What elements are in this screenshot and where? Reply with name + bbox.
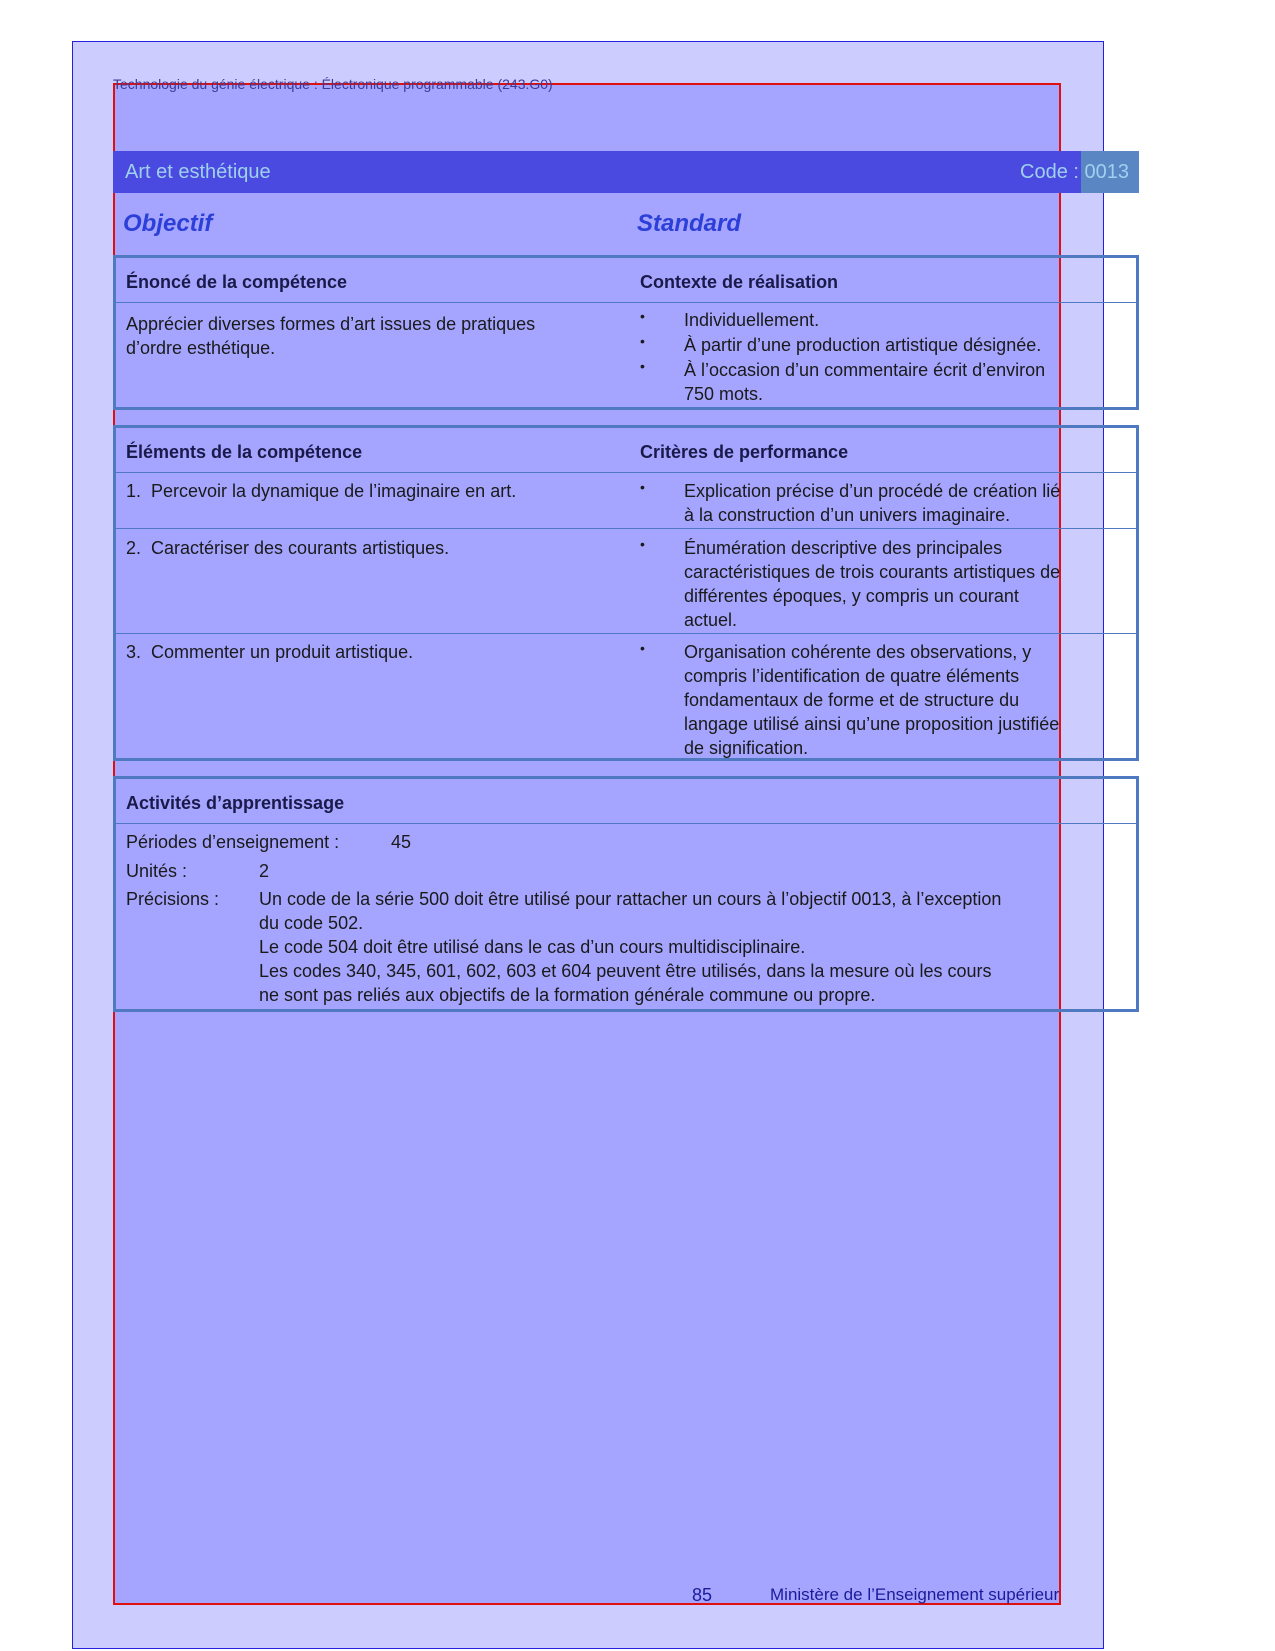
list-item-line: À l’occasion d’un commentaire écrit d’environ — [684, 360, 1046, 380]
precisions-line: Le code 504 doit être utilisé dans le cas d’un cours multidisciplinaire. — [259, 937, 806, 957]
precisions-text — [259, 887, 1001, 1007]
elements-header: Éléments de la compétence — [126, 442, 363, 462]
critere-text — [684, 536, 1060, 632]
row-divider — [116, 633, 1136, 634]
critere-line: Explication précise d’un procédé de création lié — [684, 481, 1061, 501]
precisions-line: Les codes 340, 345, 601, 602, 603 et 604 peuvent être utilisés, dans la mesure où les cours — [259, 961, 992, 981]
course-title: Art et esthétique — [125, 161, 271, 183]
bullet-icon: • — [640, 308, 645, 324]
course-banner — [113, 151, 1139, 193]
bullet-icon: • — [640, 479, 645, 495]
activites-header: Activités d’apprentissage — [126, 793, 345, 813]
elements-box — [113, 425, 1139, 761]
list-item-text: À partir d’une production artistique désignée. — [684, 335, 1042, 355]
element-item: 2. Caractériser des courants artistiques. — [126, 538, 450, 558]
bullet-icon: • — [640, 536, 645, 552]
activites-box — [113, 776, 1139, 1012]
row-divider — [116, 528, 1136, 529]
periodes-label: Périodes d’enseignement : — [126, 832, 340, 852]
section-headings — [113, 210, 1139, 240]
precisions-label: Précisions : — [126, 889, 220, 909]
header-divider — [116, 472, 1136, 473]
standard-heading: Standard — [637, 210, 742, 237]
precisions-line: du code 502. — [259, 913, 364, 933]
precisions-line: ne sont pas reliés aux objectifs de la formation générale commune ou propre. — [259, 985, 876, 1005]
list-item-text — [684, 358, 1124, 406]
enonce-line: Apprécier diverses formes d’art issues de pratiques — [126, 314, 536, 334]
bullet-icon: • — [640, 333, 645, 349]
objectif-heading: Objectif — [123, 210, 213, 237]
critere-line: langage utilisé ainsi qu’une proposition justifiée — [684, 714, 1060, 734]
bullet-icon: • — [640, 358, 645, 374]
critere-line: différentes époques, y compris un courant — [684, 586, 1019, 606]
bullet-icon: • — [640, 640, 645, 656]
critere-line: actuel. — [684, 610, 738, 630]
list-item-text: Individuellement. — [684, 310, 820, 330]
critere-line: fondamentaux de forme et de structure du — [684, 690, 1020, 710]
enonce-line: d’ordre esthétique. — [126, 338, 276, 358]
critere-line: Énumération descriptive des principales — [684, 538, 1003, 558]
footer-ministry: Ministère de l’Enseignement supérieur — [770, 1585, 1060, 1604]
enonce-text — [126, 312, 535, 360]
critere-line: à la construction d’un univers imaginaire. — [684, 505, 1011, 525]
criteres-header: Critères de performance — [640, 442, 849, 462]
enonce-header: Énoncé de la compétence — [126, 272, 348, 292]
element-item: 1. Percevoir la dynamique de l’imaginaire en art. — [126, 481, 517, 501]
course-code: Code : 0013 — [1020, 161, 1129, 183]
list-item-line: 750 mots. — [684, 384, 764, 404]
unites-label: Unités : — [126, 861, 188, 881]
competence-box — [113, 255, 1139, 410]
critere-text — [684, 640, 1059, 760]
periodes-value: 45 — [391, 832, 412, 852]
running-header: Technologie du génie électrique : Électronique programmable (243.G0) — [113, 76, 553, 92]
critere-line: caractéristiques de trois courants artistiques de — [684, 562, 1061, 582]
critere-text — [684, 479, 1060, 527]
contexte-header: Contexte de réalisation — [640, 272, 839, 292]
element-item: 3. Commenter un produit artistique. — [126, 642, 414, 662]
precisions-line: Un code de la série 500 doit être utilisé pour rattacher un cours à l’objectif 0013, à l’exception — [259, 889, 1002, 909]
unites-value: 2 — [259, 861, 270, 881]
header-divider — [116, 823, 1136, 824]
critere-line: Organisation cohérente des observations, y — [684, 642, 1032, 662]
critere-line: de signification. — [684, 738, 809, 758]
critere-line: compris l’identification de quatre éléments — [684, 666, 1020, 686]
page-number: 85 — [692, 1585, 713, 1605]
header-divider — [116, 302, 1136, 303]
